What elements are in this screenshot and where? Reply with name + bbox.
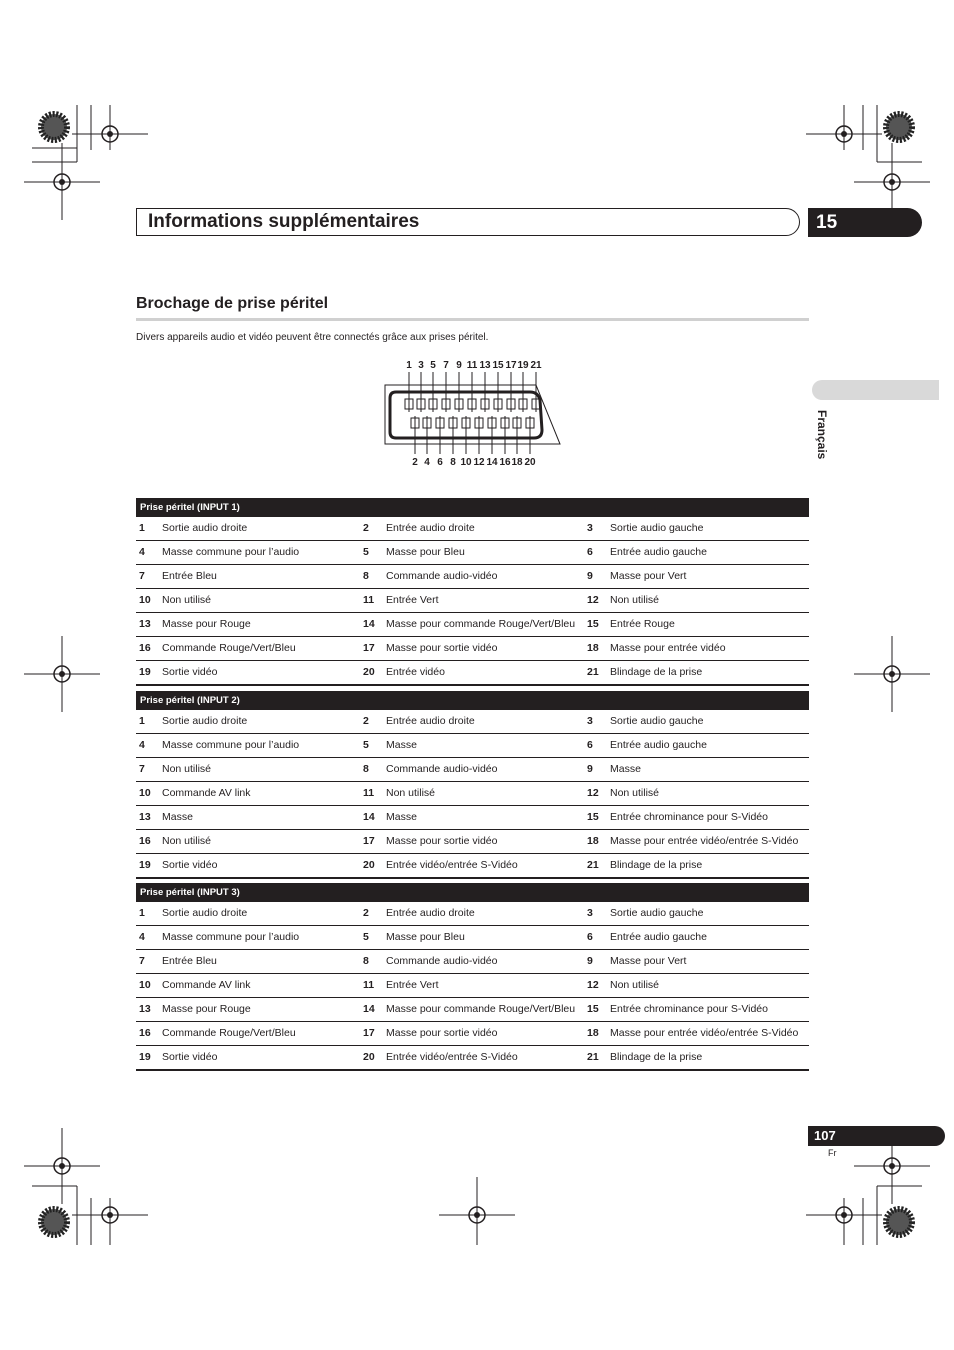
scart-pin-table bbox=[136, 498, 809, 686]
pin-number: 18 bbox=[587, 835, 599, 847]
pin-function: Sortie audio gauche bbox=[610, 715, 704, 727]
pin-number: 11 bbox=[363, 979, 375, 991]
table-row bbox=[136, 1046, 809, 1071]
pin-number: 15 bbox=[587, 618, 599, 630]
language-tab-label: Français bbox=[815, 410, 829, 460]
pin-number: 10 bbox=[139, 979, 151, 991]
table-row bbox=[136, 661, 809, 686]
bottom-pin-label: 10 bbox=[460, 457, 472, 468]
pin-function: Masse pour sortie vidéo bbox=[386, 642, 498, 654]
pin-number: 12 bbox=[587, 787, 599, 799]
table-row bbox=[136, 950, 809, 974]
pin-function: Sortie vidéo bbox=[162, 1051, 218, 1063]
pin-function: Masse pour Bleu bbox=[386, 931, 465, 943]
pin-function: Non utilisé bbox=[162, 835, 212, 847]
pin-number: 5 bbox=[363, 546, 369, 558]
table-row bbox=[136, 830, 809, 854]
pin-number: 8 bbox=[363, 763, 369, 775]
pin-function: Entrée Vert bbox=[386, 594, 439, 606]
top-pin-label: 15 bbox=[492, 360, 504, 371]
pin-number: 15 bbox=[587, 1003, 599, 1015]
pin-function: Commande Rouge/Vert/Bleu bbox=[162, 642, 296, 654]
pin-number: 18 bbox=[587, 1027, 599, 1039]
pin-function: Blindage de la prise bbox=[610, 859, 703, 871]
pin-number: 15 bbox=[587, 811, 599, 823]
pin-number: 21 bbox=[587, 1051, 599, 1063]
pin-number: 8 bbox=[363, 570, 369, 582]
pin-number: 13 bbox=[139, 811, 151, 823]
pin-function: Non utilisé bbox=[610, 594, 660, 606]
pin-function: Entrée chrominance pour S-Vidéo bbox=[610, 1003, 768, 1015]
language-tab bbox=[812, 380, 939, 400]
table-row bbox=[136, 589, 809, 613]
pin-number: 12 bbox=[587, 979, 599, 991]
pin-function: Entrée Bleu bbox=[162, 955, 217, 967]
pin-number: 1 bbox=[139, 715, 145, 727]
pin-number: 16 bbox=[139, 642, 151, 654]
pin-function: Entrée chrominance pour S-Vidéo bbox=[610, 811, 768, 823]
pin-number: 19 bbox=[139, 1051, 151, 1063]
section-rule bbox=[136, 318, 809, 321]
pin-number: 9 bbox=[587, 570, 593, 582]
pin-function: Masse pour entrée vidéo/entrée S-Vidéo bbox=[610, 835, 799, 847]
pin-function: Masse bbox=[386, 811, 417, 823]
pin-number: 14 bbox=[363, 618, 375, 630]
pin-number: 10 bbox=[139, 787, 151, 799]
table-title: Prise péritel (INPUT 2) bbox=[136, 691, 809, 710]
pin-number: 12 bbox=[587, 594, 599, 606]
pin-function: Entrée audio gauche bbox=[610, 739, 707, 751]
pin-function: Masse pour sortie vidéo bbox=[386, 1027, 498, 1039]
pin-function: Sortie audio gauche bbox=[610, 522, 704, 534]
pin-number: 10 bbox=[139, 594, 151, 606]
page-language-code: Fr bbox=[828, 1148, 837, 1158]
pin-function: Entrée audio droite bbox=[386, 907, 475, 919]
pin-number: 7 bbox=[139, 570, 145, 582]
pin-function: Sortie audio droite bbox=[162, 715, 248, 727]
table-row bbox=[136, 854, 809, 879]
top-pin-label: 9 bbox=[456, 360, 462, 371]
pin-number: 6 bbox=[587, 546, 593, 558]
pin-function: Entrée vidéo/entrée S-Vidéo bbox=[386, 859, 518, 871]
table-row bbox=[136, 517, 809, 541]
table-row bbox=[136, 734, 809, 758]
pin-function: Masse pour Rouge bbox=[162, 618, 251, 630]
pin-function: Entrée Rouge bbox=[610, 618, 675, 630]
table-row bbox=[136, 613, 809, 637]
bottom-pin-label: 12 bbox=[473, 457, 485, 468]
pin-function: Non utilisé bbox=[162, 594, 212, 606]
pin-number: 7 bbox=[139, 955, 145, 967]
table-row bbox=[136, 806, 809, 830]
pin-number: 5 bbox=[363, 931, 369, 943]
pin-function: Commande audio-vidéo bbox=[386, 763, 498, 775]
pin-number: 4 bbox=[139, 931, 145, 943]
pin-function: Masse bbox=[610, 763, 641, 775]
pin-number: 21 bbox=[587, 859, 599, 871]
pin-function: Masse bbox=[386, 739, 417, 751]
table-row bbox=[136, 782, 809, 806]
pin-function: Commande AV link bbox=[162, 979, 251, 991]
pin-function: Entrée vidéo bbox=[386, 666, 445, 678]
pin-function: Masse bbox=[162, 811, 193, 823]
pin-number: 7 bbox=[139, 763, 145, 775]
pin-number: 6 bbox=[587, 931, 593, 943]
top-pin-label: 3 bbox=[418, 360, 424, 371]
pin-function: Entrée audio droite bbox=[386, 522, 475, 534]
pin-function: Entrée audio droite bbox=[386, 715, 475, 727]
table-row bbox=[136, 637, 809, 661]
pin-number: 17 bbox=[363, 1027, 375, 1039]
pin-number: 4 bbox=[139, 739, 145, 751]
pin-function: Sortie vidéo bbox=[162, 859, 218, 871]
pin-function: Commande audio-vidéo bbox=[386, 955, 498, 967]
pin-number: 14 bbox=[363, 811, 375, 823]
table-row bbox=[136, 1022, 809, 1046]
bottom-pin-label: 6 bbox=[437, 457, 443, 468]
pin-number: 16 bbox=[139, 835, 151, 847]
pin-number: 21 bbox=[587, 666, 599, 678]
pin-function: Masse pour Vert bbox=[610, 570, 687, 582]
table-title: Prise péritel (INPUT 3) bbox=[136, 883, 809, 902]
pin-function: Sortie audio droite bbox=[162, 907, 248, 919]
pin-function: Entrée audio gauche bbox=[610, 931, 707, 943]
pin-number: 1 bbox=[139, 907, 145, 919]
pin-number: 17 bbox=[363, 642, 375, 654]
pin-function: Sortie vidéo bbox=[162, 666, 218, 678]
top-pin-label: 21 bbox=[530, 360, 542, 371]
bottom-pin-label: 4 bbox=[424, 457, 430, 468]
pin-function: Non utilisé bbox=[610, 979, 660, 991]
pin-function: Sortie audio gauche bbox=[610, 907, 704, 919]
pin-number: 13 bbox=[139, 618, 151, 630]
chapter-number: 15 bbox=[808, 208, 922, 237]
table-title: Prise péritel (INPUT 1) bbox=[136, 498, 809, 517]
pin-number: 2 bbox=[363, 907, 369, 919]
pin-function: Entrée Vert bbox=[386, 979, 439, 991]
pin-function: Masse pour commande Rouge/Vert/Bleu bbox=[386, 1003, 576, 1015]
pin-function: Non utilisé bbox=[162, 763, 212, 775]
pin-number: 18 bbox=[587, 642, 599, 654]
pin-function: Commande AV link bbox=[162, 787, 251, 799]
pin-number: 3 bbox=[587, 522, 593, 534]
top-pin-label: 7 bbox=[443, 360, 449, 371]
pin-number: 1 bbox=[139, 522, 145, 534]
pin-number: 16 bbox=[139, 1027, 151, 1039]
pin-number: 19 bbox=[139, 666, 151, 678]
pin-function: Commande Rouge/Vert/Bleu bbox=[162, 1027, 296, 1039]
top-pin-label: 19 bbox=[517, 360, 529, 371]
table-row bbox=[136, 565, 809, 589]
bottom-pin-label: 8 bbox=[450, 457, 456, 468]
pin-function: Blindage de la prise bbox=[610, 1051, 703, 1063]
chapter-title: Informations supplémentaires bbox=[148, 211, 420, 232]
pin-function: Masse commune pour l’audio bbox=[162, 546, 300, 558]
top-pin-label: 1 bbox=[406, 360, 412, 371]
pin-function: Entrée Bleu bbox=[162, 570, 217, 582]
pin-number: 20 bbox=[363, 859, 375, 871]
top-pin-label: 5 bbox=[430, 360, 436, 371]
pin-function: Masse pour sortie vidéo bbox=[386, 835, 498, 847]
pin-number: 5 bbox=[363, 739, 369, 751]
pin-number: 20 bbox=[363, 1051, 375, 1063]
table-row bbox=[136, 998, 809, 1022]
pin-function: Sortie audio droite bbox=[162, 522, 248, 534]
bottom-pin-label: 20 bbox=[524, 457, 536, 468]
table-row bbox=[136, 758, 809, 782]
top-pin-label: 17 bbox=[505, 360, 517, 371]
pin-function: Masse pour Bleu bbox=[386, 546, 465, 558]
pin-function: Entrée vidéo/entrée S-Vidéo bbox=[386, 1051, 518, 1063]
pin-number: 2 bbox=[363, 522, 369, 534]
pin-number: 3 bbox=[587, 715, 593, 727]
bottom-pin-label: 16 bbox=[499, 457, 511, 468]
table-row bbox=[136, 902, 809, 926]
section-intro: Divers appareils audio et vidéo peuvent être connectés grâce aux prises péritel. bbox=[136, 332, 489, 343]
pin-function: Masse commune pour l’audio bbox=[162, 739, 300, 751]
pin-number: 9 bbox=[587, 763, 593, 775]
pin-number: 11 bbox=[363, 787, 375, 799]
bottom-pin-label: 2 bbox=[412, 457, 418, 468]
pin-number: 20 bbox=[363, 666, 375, 678]
pin-number: 19 bbox=[139, 859, 151, 871]
pin-function: Masse pour entrée vidéo bbox=[610, 642, 726, 654]
pin-number: 8 bbox=[363, 955, 369, 967]
scart-pin-table bbox=[136, 691, 809, 879]
pin-function: Entrée audio gauche bbox=[610, 546, 707, 558]
pin-number: 11 bbox=[363, 594, 375, 606]
bottom-pin-label: 14 bbox=[486, 457, 498, 468]
pin-number: 13 bbox=[139, 1003, 151, 1015]
pin-function: Masse pour entrée vidéo/entrée S-Vidéo bbox=[610, 1027, 799, 1039]
pin-number: 9 bbox=[587, 955, 593, 967]
pin-function: Masse pour commande Rouge/Vert/Bleu bbox=[386, 618, 576, 630]
pin-number: 14 bbox=[363, 1003, 375, 1015]
table-row bbox=[136, 926, 809, 950]
table-row bbox=[136, 541, 809, 565]
bottom-pin-label: 18 bbox=[511, 457, 523, 468]
pin-number: 17 bbox=[363, 835, 375, 847]
scart-connector-diagram bbox=[376, 352, 566, 474]
pin-function: Masse pour Vert bbox=[610, 955, 687, 967]
pin-number: 2 bbox=[363, 715, 369, 727]
pin-number: 3 bbox=[587, 907, 593, 919]
section-title: Brochage de prise péritel bbox=[136, 295, 329, 312]
pin-function: Non utilisé bbox=[386, 787, 436, 799]
pin-function: Masse commune pour l’audio bbox=[162, 931, 300, 943]
pin-function: Masse pour Rouge bbox=[162, 1003, 251, 1015]
pin-function: Commande audio-vidéo bbox=[386, 570, 498, 582]
pin-function: Blindage de la prise bbox=[610, 666, 703, 678]
table-row bbox=[136, 974, 809, 998]
pin-number: 4 bbox=[139, 546, 145, 558]
pin-function: Non utilisé bbox=[610, 787, 660, 799]
top-pin-label: 11 bbox=[466, 360, 478, 371]
pin-number: 6 bbox=[587, 739, 593, 751]
page-number: 107 bbox=[808, 1126, 945, 1146]
table-row bbox=[136, 710, 809, 734]
top-pin-label: 13 bbox=[479, 360, 491, 371]
scart-pin-table bbox=[136, 883, 809, 1071]
